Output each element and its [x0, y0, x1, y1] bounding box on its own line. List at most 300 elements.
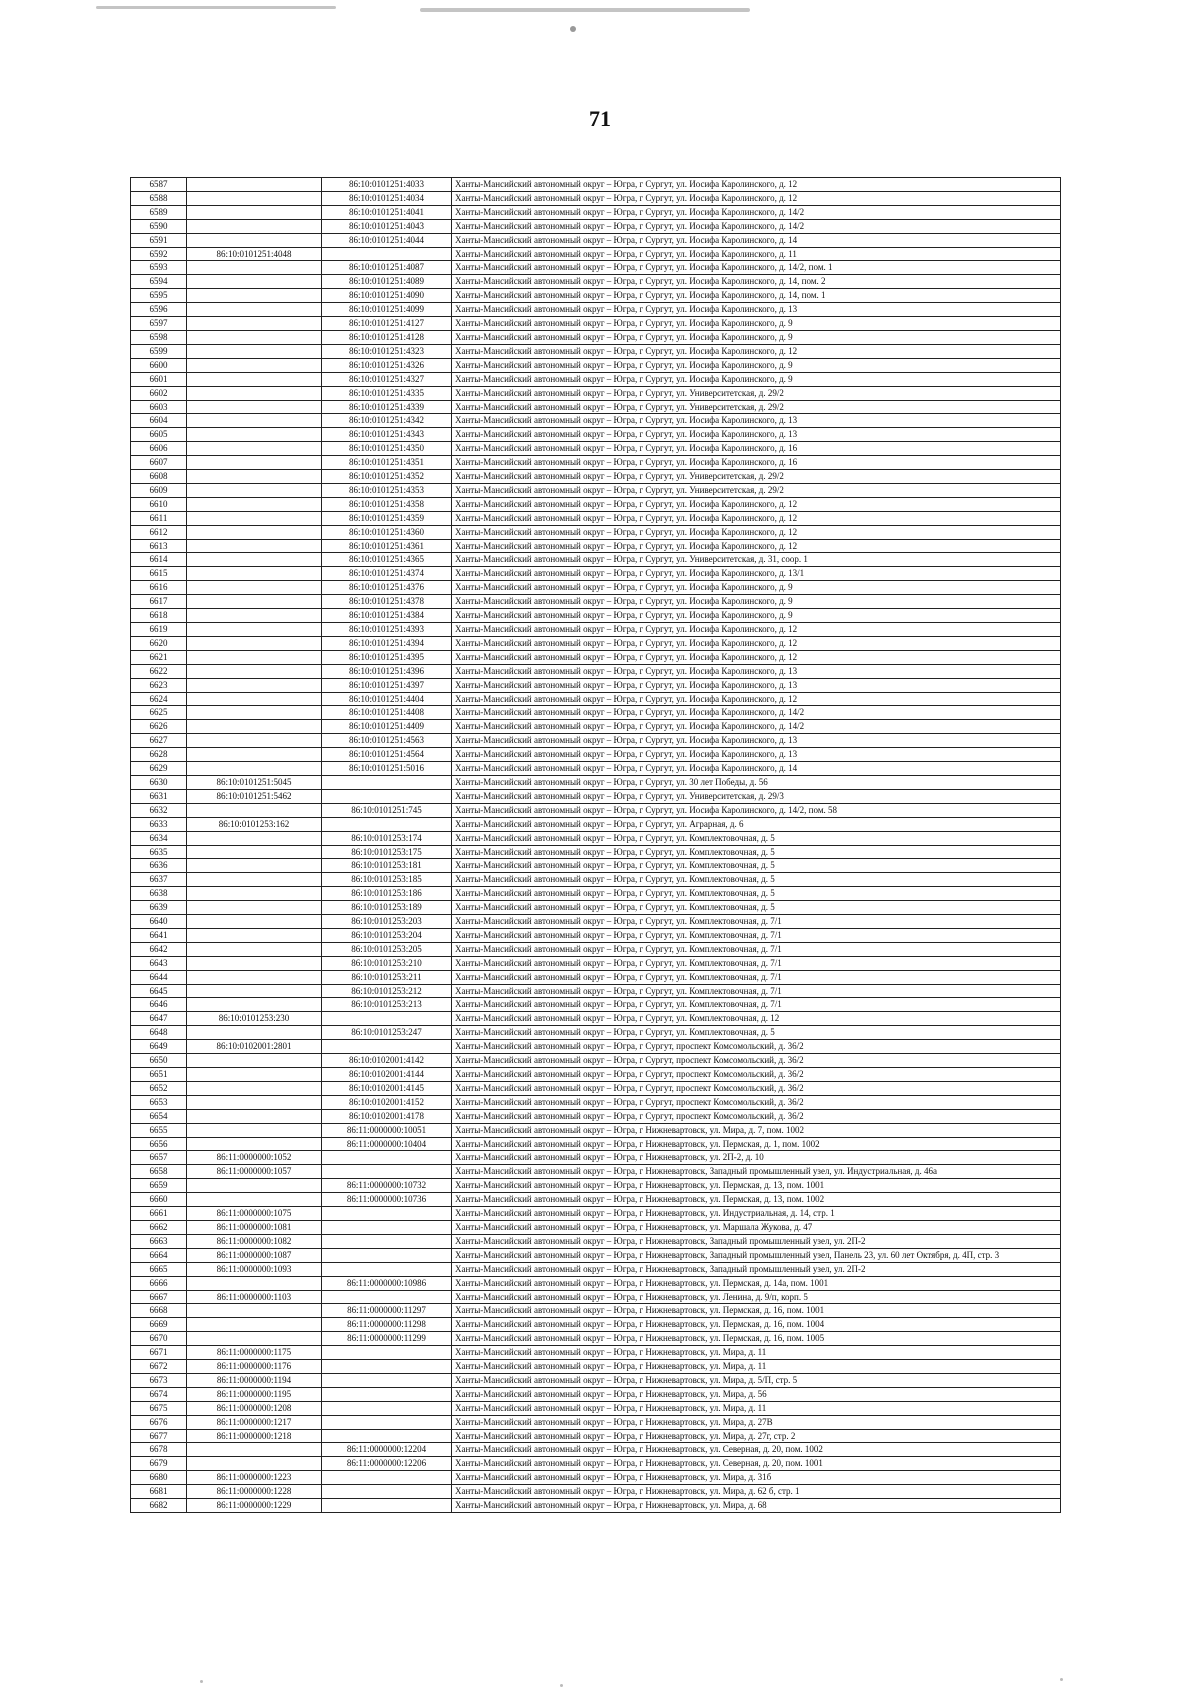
- row-number: 6597: [131, 317, 187, 331]
- row-number: 6598: [131, 330, 187, 344]
- table-row: [131, 664, 1061, 678]
- table-row: [131, 525, 1061, 539]
- table-row: [131, 609, 1061, 623]
- row-number: 6658: [131, 1165, 187, 1179]
- address: Ханты-Мансийский автономный округ – Югра, г Сургут, ул. Иосифа Каролинского, д. 11: [452, 247, 1061, 261]
- table-row: [131, 762, 1061, 776]
- row-number: 6592: [131, 247, 187, 261]
- table-row: [131, 1248, 1061, 1262]
- address: Ханты-Мансийский автономный округ – Югра, г Нижневартовск, ул. Пермская, д. 16, пом. 1005: [452, 1332, 1061, 1346]
- address: Ханты-Мансийский автономный округ – Югра, г Сургут, ул. Комплектовочная, д. 5: [452, 887, 1061, 901]
- row-number: 6650: [131, 1054, 187, 1068]
- land-cadastral-number: 86:11:0000000:1176: [187, 1360, 322, 1374]
- row-number: 6623: [131, 678, 187, 692]
- land-cadastral-number: [187, 372, 322, 386]
- building-cadastral-number: 86:10:0101251:4376: [322, 581, 452, 595]
- row-number: 6608: [131, 470, 187, 484]
- land-cadastral-number: [187, 845, 322, 859]
- table-row: [131, 887, 1061, 901]
- land-cadastral-number: [187, 859, 322, 873]
- row-number: 6628: [131, 748, 187, 762]
- land-cadastral-number: 86:10:0101251:5045: [187, 775, 322, 789]
- table-row: [131, 692, 1061, 706]
- building-cadastral-number: 86:10:0101251:4384: [322, 609, 452, 623]
- address: Ханты-Мансийский автономный округ – Югра, г Сургут, ул. Аграрная, д. 6: [452, 817, 1061, 831]
- land-cadastral-number: 86:11:0000000:1103: [187, 1290, 322, 1304]
- building-cadastral-number: 86:10:0101253:189: [322, 901, 452, 915]
- row-number: 6654: [131, 1109, 187, 1123]
- building-cadastral-number: 86:10:0101253:211: [322, 970, 452, 984]
- table-row: [131, 915, 1061, 929]
- address: Ханты-Мансийский автономный округ – Югра, г Нижневартовск, ул. Мира, д. 7, пом. 1002: [452, 1123, 1061, 1137]
- building-cadastral-number: [322, 1234, 452, 1248]
- table-row: [131, 623, 1061, 637]
- land-cadastral-number: [187, 762, 322, 776]
- land-cadastral-number: [187, 205, 322, 219]
- table-row: [131, 442, 1061, 456]
- building-cadastral-number: 86:10:0101251:4043: [322, 219, 452, 233]
- address: Ханты-Мансийский автономный округ – Югра, г Сургут, проспект Комсомольский, д. 36/2: [452, 1040, 1061, 1054]
- table-row: [131, 859, 1061, 873]
- building-cadastral-number: 86:10:0101253:213: [322, 998, 452, 1012]
- address: Ханты-Мансийский автономный округ – Югра, г Нижневартовск, ул. 2П-2, д. 10: [452, 1151, 1061, 1165]
- row-number: 6679: [131, 1457, 187, 1471]
- row-number: 6641: [131, 928, 187, 942]
- row-number: 6607: [131, 456, 187, 470]
- building-cadastral-number: 86:10:0101251:5016: [322, 762, 452, 776]
- row-number: 6677: [131, 1429, 187, 1443]
- land-cadastral-number: [187, 650, 322, 664]
- land-cadastral-number: 86:11:0000000:1229: [187, 1499, 322, 1513]
- building-cadastral-number: [322, 247, 452, 261]
- row-number: 6648: [131, 1026, 187, 1040]
- building-cadastral-number: 86:10:0101251:4044: [322, 233, 452, 247]
- building-cadastral-number: 86:11:0000000:11297: [322, 1304, 452, 1318]
- building-cadastral-number: [322, 1012, 452, 1026]
- row-number: 6603: [131, 400, 187, 414]
- address: Ханты-Мансийский автономный округ – Югра, г Сургут, ул. Комплектовочная, д. 7/1: [452, 928, 1061, 942]
- row-number: 6610: [131, 497, 187, 511]
- row-number: 6596: [131, 303, 187, 317]
- land-cadastral-number: 86:11:0000000:1194: [187, 1373, 322, 1387]
- address: Ханты-Мансийский автономный округ – Югра, г Нижневартовск, ул. Мира, д. 11: [452, 1360, 1061, 1374]
- table-row: [131, 191, 1061, 205]
- table-row: [131, 942, 1061, 956]
- building-cadastral-number: 86:10:0101251:4395: [322, 650, 452, 664]
- building-cadastral-number: [322, 1040, 452, 1054]
- land-cadastral-number: [187, 873, 322, 887]
- table-row: [131, 1429, 1061, 1443]
- address: Ханты-Мансийский автономный округ – Югра, г Сургут, ул. Комплектовочная, д. 5: [452, 831, 1061, 845]
- address: Ханты-Мансийский автономный округ – Югра, г Сургут, ул. Иосифа Каролинского, д. 14, пом. 1: [452, 289, 1061, 303]
- land-cadastral-number: [187, 400, 322, 414]
- address: Ханты-Мансийский автономный округ – Югра, г Сургут, ул. Иосифа Каролинского, д. 14/2: [452, 219, 1061, 233]
- land-cadastral-number: [187, 984, 322, 998]
- row-number: 6614: [131, 553, 187, 567]
- table-row: [131, 831, 1061, 845]
- row-number: 6637: [131, 873, 187, 887]
- address: Ханты-Мансийский автономный округ – Югра, г Сургут, ул. Иосифа Каролинского, д. 12: [452, 497, 1061, 511]
- address: Ханты-Мансийский автономный округ – Югра, г Сургут, ул. Университетская, д. 29/2: [452, 470, 1061, 484]
- land-cadastral-number: 86:11:0000000:1228: [187, 1485, 322, 1499]
- table-row: [131, 1165, 1061, 1179]
- land-cadastral-number: [187, 261, 322, 275]
- land-cadastral-number: 86:11:0000000:1218: [187, 1429, 322, 1443]
- address: Ханты-Мансийский автономный округ – Югра, г Сургут, ул. Иосифа Каролинского, д. 16: [452, 456, 1061, 470]
- building-cadastral-number: [322, 1499, 452, 1513]
- building-cadastral-number: 86:10:0102001:4144: [322, 1068, 452, 1082]
- table-row: [131, 219, 1061, 233]
- land-cadastral-number: [187, 1123, 322, 1137]
- building-cadastral-number: [322, 1360, 452, 1374]
- building-cadastral-number: 86:10:0102001:4142: [322, 1054, 452, 1068]
- address: Ханты-Мансийский автономный округ – Югра, г Нижневартовск, ул. Мира, д. 68: [452, 1499, 1061, 1513]
- building-cadastral-number: 86:10:0101251:4350: [322, 442, 452, 456]
- scan-noise: [96, 6, 336, 9]
- row-number: 6657: [131, 1151, 187, 1165]
- table-row: [131, 1471, 1061, 1485]
- address: Ханты-Мансийский автономный округ – Югра, г Сургут, проспект Комсомольский, д. 36/2: [452, 1081, 1061, 1095]
- table-row: [131, 1387, 1061, 1401]
- row-number: 6666: [131, 1276, 187, 1290]
- table-row: [131, 205, 1061, 219]
- building-cadastral-number: 86:10:0102001:4152: [322, 1095, 452, 1109]
- address: Ханты-Мансийский автономный округ – Югра, г Нижневартовск, Западный промышленный узел, Панель 23, ул. 60 лет Октября, д. 4П, стр. 3: [452, 1248, 1061, 1262]
- building-cadastral-number: 86:10:0101251:4563: [322, 734, 452, 748]
- row-number: 6647: [131, 1012, 187, 1026]
- table-row: [131, 901, 1061, 915]
- building-cadastral-number: [322, 1485, 452, 1499]
- building-cadastral-number: 86:11:0000000:11298: [322, 1318, 452, 1332]
- row-number: 6590: [131, 219, 187, 233]
- land-cadastral-number: [187, 915, 322, 929]
- address: Ханты-Мансийский автономный округ – Югра, г Сургут, ул. Комплектовочная, д. 5: [452, 901, 1061, 915]
- building-cadastral-number: 86:10:0101251:4351: [322, 456, 452, 470]
- address: Ханты-Мансийский автономный округ – Югра, г Сургут, ул. Комплектовочная, д. 5: [452, 1026, 1061, 1040]
- address: Ханты-Мансийский автономный округ – Югра, г Сургут, ул. Университетская, д. 29/2: [452, 483, 1061, 497]
- land-cadastral-number: [187, 233, 322, 247]
- building-cadastral-number: [322, 1387, 452, 1401]
- table-row: [131, 873, 1061, 887]
- address: Ханты-Мансийский автономный округ – Югра, г Сургут, ул. Иосифа Каролинского, д. 13: [452, 303, 1061, 317]
- land-cadastral-number: [187, 344, 322, 358]
- address: Ханты-Мансийский автономный округ – Югра, г Сургут, ул. Иосифа Каролинского, д. 12: [452, 191, 1061, 205]
- land-cadastral-number: 86:11:0000000:1093: [187, 1262, 322, 1276]
- table-row: [131, 1012, 1061, 1026]
- building-cadastral-number: 86:10:0101253:210: [322, 956, 452, 970]
- land-cadastral-number: [187, 636, 322, 650]
- land-cadastral-number: 86:10:0101251:5462: [187, 789, 322, 803]
- table-row: [131, 1054, 1061, 1068]
- land-cadastral-number: [187, 442, 322, 456]
- table-row: [131, 1193, 1061, 1207]
- address: Ханты-Мансийский автономный округ – Югра, г Нижневартовск, ул. Пермская, д. 13, пом. 1001: [452, 1179, 1061, 1193]
- land-cadastral-number: [187, 720, 322, 734]
- table-row: [131, 998, 1061, 1012]
- land-cadastral-number: [187, 734, 322, 748]
- address: Ханты-Мансийский автономный округ – Югра, г Сургут, ул. Иосифа Каролинского, д. 12: [452, 636, 1061, 650]
- building-cadastral-number: 86:10:0101251:4365: [322, 553, 452, 567]
- table-row: [131, 845, 1061, 859]
- building-cadastral-number: 86:10:0101251:4342: [322, 414, 452, 428]
- table-row: [131, 636, 1061, 650]
- land-cadastral-number: [187, 1457, 322, 1471]
- land-cadastral-number: 86:10:0101253:162: [187, 817, 322, 831]
- address: Ханты-Мансийский автономный округ – Югра, г Нижневартовск, ул. Пермская, д. 14а, пом. 1001: [452, 1276, 1061, 1290]
- table-row: [131, 386, 1061, 400]
- address: Ханты-Мансийский автономный округ – Югра, г Нижневартовск, ул. Мира, д. 5/П, стр. 5: [452, 1373, 1061, 1387]
- address: Ханты-Мансийский автономный округ – Югра, г Сургут, ул. Иосифа Каролинского, д. 12: [452, 511, 1061, 525]
- building-cadastral-number: 86:11:0000000:10736: [322, 1193, 452, 1207]
- row-number: 6615: [131, 567, 187, 581]
- page-number: 71: [589, 106, 611, 131]
- building-cadastral-number: 86:10:0101251:4361: [322, 539, 452, 553]
- land-cadastral-number: [187, 525, 322, 539]
- building-cadastral-number: [322, 1207, 452, 1221]
- building-cadastral-number: 86:10:0101253:212: [322, 984, 452, 998]
- table-row: [131, 470, 1061, 484]
- building-cadastral-number: 86:10:0101251:4353: [322, 483, 452, 497]
- land-cadastral-number: [187, 497, 322, 511]
- row-number: 6624: [131, 692, 187, 706]
- row-number: 6649: [131, 1040, 187, 1054]
- table-row: [131, 261, 1061, 275]
- land-cadastral-number: 86:11:0000000:1081: [187, 1220, 322, 1234]
- building-cadastral-number: 86:10:0101251:4335: [322, 386, 452, 400]
- address: Ханты-Мансийский автономный округ – Югра, г Сургут, ул. Комплектовочная, д. 5: [452, 873, 1061, 887]
- row-number: 6661: [131, 1207, 187, 1221]
- address: Ханты-Мансийский автономный округ – Югра, г Сургут, ул. Комплектовочная, д. 7/1: [452, 998, 1061, 1012]
- address: Ханты-Мансийский автономный округ – Югра, г Нижневартовск, ул. Мира, д. 11: [452, 1346, 1061, 1360]
- row-number: 6669: [131, 1318, 187, 1332]
- address: Ханты-Мансийский автономный округ – Югра, г Сургут, ул. Комплектовочная, д. 5: [452, 859, 1061, 873]
- land-cadastral-number: 86:11:0000000:1075: [187, 1207, 322, 1221]
- address: Ханты-Мансийский автономный округ – Югра, г Нижневартовск, ул. Мира, д. 62 б, стр. 1: [452, 1485, 1061, 1499]
- building-cadastral-number: 86:10:0101251:4564: [322, 748, 452, 762]
- table-row: [131, 1123, 1061, 1137]
- address: Ханты-Мансийский автономный округ – Югра, г Сургут, ул. Иосифа Каролинского, д. 13: [452, 414, 1061, 428]
- address: Ханты-Мансийский автономный округ – Югра, г Сургут, ул. Комплектовочная, д. 7/1: [452, 984, 1061, 998]
- land-cadastral-number: [187, 178, 322, 192]
- table-row: [131, 178, 1061, 192]
- table-row: [131, 1276, 1061, 1290]
- row-number: 6621: [131, 650, 187, 664]
- table-row: [131, 984, 1061, 998]
- land-cadastral-number: [187, 1193, 322, 1207]
- address: Ханты-Мансийский автономный округ – Югра, г Сургут, ул. Иосифа Каролинского, д. 13: [452, 664, 1061, 678]
- table-row: [131, 1137, 1061, 1151]
- row-number: 6589: [131, 205, 187, 219]
- table-row: [131, 1068, 1061, 1082]
- building-cadastral-number: 86:10:0101251:4041: [322, 205, 452, 219]
- scan-noise: [420, 8, 750, 12]
- building-cadastral-number: 86:10:0101253:185: [322, 873, 452, 887]
- table-row: [131, 372, 1061, 386]
- row-number: 6645: [131, 984, 187, 998]
- row-number: 6651: [131, 1068, 187, 1082]
- land-cadastral-number: 86:11:0000000:1052: [187, 1151, 322, 1165]
- address: Ханты-Мансийский автономный округ – Югра, г Нижневартовск, ул. Мира, д. 27В: [452, 1415, 1061, 1429]
- land-cadastral-number: [187, 428, 322, 442]
- address: Ханты-Мансийский автономный округ – Югра, г Нижневартовск, ул. Пермская, д. 16, пом. 1001: [452, 1304, 1061, 1318]
- table-row: [131, 1318, 1061, 1332]
- land-cadastral-number: [187, 303, 322, 317]
- address: Ханты-Мансийский автономный округ – Югра, г Нижневартовск, ул. Ленина, д. 9/п, корп. 5: [452, 1290, 1061, 1304]
- address: Ханты-Мансийский автономный округ – Югра, г Сургут, ул. 30 лет Победы, д. 56: [452, 775, 1061, 789]
- row-number: 6640: [131, 915, 187, 929]
- building-cadastral-number: 86:10:0101251:4099: [322, 303, 452, 317]
- row-number: 6636: [131, 859, 187, 873]
- building-cadastral-number: 86:10:0101251:745: [322, 803, 452, 817]
- row-number: 6594: [131, 275, 187, 289]
- row-number: 6644: [131, 970, 187, 984]
- row-number: 6631: [131, 789, 187, 803]
- address: Ханты-Мансийский автономный округ – Югра, г Сургут, ул. Иосифа Каролинского, д. 13: [452, 734, 1061, 748]
- row-number: 6638: [131, 887, 187, 901]
- building-cadastral-number: 86:10:0101253:205: [322, 942, 452, 956]
- land-cadastral-number: [187, 1068, 322, 1082]
- address: Ханты-Мансийский автономный округ – Югра, г Сургут, ул. Иосифа Каролинского, д. 14, пом. 2: [452, 275, 1061, 289]
- table-row: [131, 414, 1061, 428]
- address: Ханты-Мансийский автономный округ – Югра, г Сургут, ул. Иосифа Каролинского, д. 12: [452, 623, 1061, 637]
- row-number: 6612: [131, 525, 187, 539]
- row-number: 6626: [131, 720, 187, 734]
- building-cadastral-number: 86:10:0101251:4343: [322, 428, 452, 442]
- table-row: [131, 1207, 1061, 1221]
- address: Ханты-Мансийский автономный округ – Югра, г Сургут, ул. Комплектовочная, д. 7/1: [452, 942, 1061, 956]
- land-cadastral-number: [187, 831, 322, 845]
- address: Ханты-Мансийский автономный округ – Югра, г Сургут, ул. Иосифа Каролинского, д. 13/1: [452, 567, 1061, 581]
- land-cadastral-number: [187, 998, 322, 1012]
- land-cadastral-number: 86:11:0000000:1195: [187, 1387, 322, 1401]
- address: Ханты-Мансийский автономный округ – Югра, г Нижневартовск, Западный промышленный узел, ул. 2П-2: [452, 1262, 1061, 1276]
- address: Ханты-Мансийский автономный округ – Югра, г Сургут, ул. Иосифа Каролинского, д. 9: [452, 317, 1061, 331]
- building-cadastral-number: 86:10:0101253:175: [322, 845, 452, 859]
- row-number: 6587: [131, 178, 187, 192]
- building-cadastral-number: 86:10:0101251:4359: [322, 511, 452, 525]
- row-number: 6646: [131, 998, 187, 1012]
- row-number: 6613: [131, 539, 187, 553]
- land-cadastral-number: [187, 803, 322, 817]
- building-cadastral-number: 86:10:0101251:4360: [322, 525, 452, 539]
- building-cadastral-number: 86:10:0101253:181: [322, 859, 452, 873]
- table-row: [131, 789, 1061, 803]
- table-row: [131, 1026, 1061, 1040]
- land-cadastral-number: 86:11:0000000:1223: [187, 1471, 322, 1485]
- land-cadastral-number: [187, 317, 322, 331]
- table-row: [131, 428, 1061, 442]
- building-cadastral-number: [322, 1290, 452, 1304]
- building-cadastral-number: [322, 789, 452, 803]
- row-number: 6591: [131, 233, 187, 247]
- building-cadastral-number: 86:11:0000000:10051: [322, 1123, 452, 1137]
- scan-noise: [570, 26, 576, 32]
- row-number: 6660: [131, 1193, 187, 1207]
- address: Ханты-Мансийский автономный округ – Югра, г Сургут, ул. Иосифа Каролинского, д. 9: [452, 609, 1061, 623]
- table-row: [131, 1081, 1061, 1095]
- building-cadastral-number: 86:10:0101251:4034: [322, 191, 452, 205]
- building-cadastral-number: 86:10:0101251:4408: [322, 706, 452, 720]
- table-row: [131, 803, 1061, 817]
- address: Ханты-Мансийский автономный округ – Югра, г Нижневартовск, Западный промышленный узел, ул. Индустриальная, д. 46а: [452, 1165, 1061, 1179]
- land-cadastral-number: [187, 539, 322, 553]
- building-cadastral-number: 86:11:0000000:11299: [322, 1332, 452, 1346]
- address: Ханты-Мансийский автономный округ – Югра, г Сургут, проспект Комсомольский, д. 36/2: [452, 1095, 1061, 1109]
- land-cadastral-number: [187, 511, 322, 525]
- building-cadastral-number: 86:10:0101251:4374: [322, 567, 452, 581]
- row-number: 6659: [131, 1179, 187, 1193]
- building-cadastral-number: [322, 1429, 452, 1443]
- table-row: [131, 1401, 1061, 1415]
- row-number: 6662: [131, 1220, 187, 1234]
- land-cadastral-number: [187, 567, 322, 581]
- land-cadastral-number: [187, 706, 322, 720]
- address: Ханты-Мансийский автономный округ – Югра, г Сургут, ул. Иосифа Каролинского, д. 14/2: [452, 720, 1061, 734]
- land-cadastral-number: [187, 664, 322, 678]
- address: Ханты-Мансийский автономный округ – Югра, г Сургут, ул. Университетская, д. 29/3: [452, 789, 1061, 803]
- table-row: [131, 1360, 1061, 1374]
- land-cadastral-number: [187, 887, 322, 901]
- address: Ханты-Мансийский автономный округ – Югра, г Сургут, ул. Иосифа Каролинского, д. 9: [452, 595, 1061, 609]
- land-cadastral-number: [187, 581, 322, 595]
- row-number: 6593: [131, 261, 187, 275]
- row-number: 6630: [131, 775, 187, 789]
- row-number: 6616: [131, 581, 187, 595]
- building-cadastral-number: 86:10:0101251:4394: [322, 636, 452, 650]
- table-row: [131, 1040, 1061, 1054]
- row-number: 6665: [131, 1262, 187, 1276]
- land-cadastral-number: 86:11:0000000:1175: [187, 1346, 322, 1360]
- building-cadastral-number: 86:10:0101251:4326: [322, 358, 452, 372]
- row-number: 6682: [131, 1499, 187, 1513]
- land-cadastral-number: [187, 330, 322, 344]
- address: Ханты-Мансийский автономный округ – Югра, г Нижневартовск, Западный промышленный узел, ул. 2П-2: [452, 1234, 1061, 1248]
- table-row: [131, 1220, 1061, 1234]
- building-cadastral-number: 86:10:0101251:4397: [322, 678, 452, 692]
- table-row: [131, 1095, 1061, 1109]
- land-cadastral-number: [187, 1318, 322, 1332]
- row-number: 6620: [131, 636, 187, 650]
- land-cadastral-number: [187, 928, 322, 942]
- address: Ханты-Мансийский автономный округ – Югра, г Сургут, ул. Иосифа Каролинского, д. 12: [452, 539, 1061, 553]
- land-cadastral-number: [187, 942, 322, 956]
- row-number: 6595: [131, 289, 187, 303]
- address: Ханты-Мансийский автономный округ – Югра, г Нижневартовск, ул. Мира, д. 31б: [452, 1471, 1061, 1485]
- table-row: [131, 497, 1061, 511]
- table-row: [131, 539, 1061, 553]
- land-cadastral-number: [187, 1081, 322, 1095]
- table-row: [131, 748, 1061, 762]
- address: Ханты-Мансийский автономный округ – Югра, г Сургут, ул. Иосифа Каролинского, д. 14/2, пом. 1: [452, 261, 1061, 275]
- address: Ханты-Мансийский автономный округ – Югра, г Сургут, ул. Комплектовочная, д. 7/1: [452, 915, 1061, 929]
- building-cadastral-number: [322, 1248, 452, 1262]
- table-row: [131, 511, 1061, 525]
- address: Ханты-Мансийский автономный округ – Югра, г Сургут, ул. Иосифа Каролинского, д. 9: [452, 358, 1061, 372]
- building-cadastral-number: [322, 1262, 452, 1276]
- row-number: 6656: [131, 1137, 187, 1151]
- table-row: [131, 734, 1061, 748]
- building-cadastral-number: [322, 1471, 452, 1485]
- table-row: [131, 275, 1061, 289]
- address: Ханты-Мансийский автономный округ – Югра, г Нижневартовск, ул. Индустриальная, д. 14, стр. 1: [452, 1207, 1061, 1221]
- building-cadastral-number: 86:11:0000000:10986: [322, 1276, 452, 1290]
- building-cadastral-number: 86:10:0101251:4358: [322, 497, 452, 511]
- row-number: 6655: [131, 1123, 187, 1137]
- building-cadastral-number: 86:10:0101253:174: [322, 831, 452, 845]
- table-row: [131, 1290, 1061, 1304]
- address: Ханты-Мансийский автономный округ – Югра, г Сургут, проспект Комсомольский, д. 36/2: [452, 1109, 1061, 1123]
- land-cadastral-number: 86:11:0000000:1208: [187, 1401, 322, 1415]
